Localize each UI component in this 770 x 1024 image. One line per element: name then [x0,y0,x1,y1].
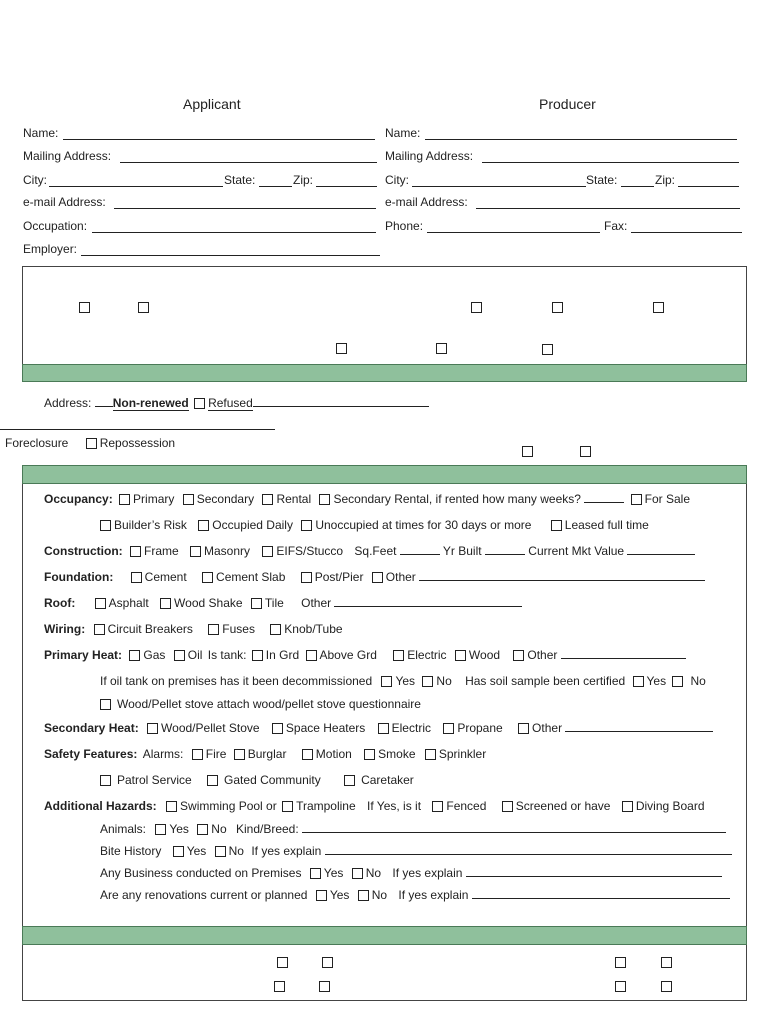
address-label: Address: [44,396,92,410]
producer-city-label: City: [385,173,409,187]
applicant-employer-label: Employer: [23,242,78,256]
trampoline-checkbox[interactable] [282,801,293,812]
secondary-heat-label: Secondary Heat: [44,721,139,735]
bite-explain-label: If yes explain [251,844,322,858]
wood-shake-checkbox[interactable] [160,598,171,609]
is-tank-label: Is tank: [207,648,247,662]
screened-checkbox[interactable] [502,801,513,812]
occupied-daily-checkbox[interactable] [198,520,209,531]
gas-checkbox[interactable] [129,650,140,661]
sec-electric-checkbox[interactable] [378,723,389,734]
alarms-label: Alarms: [142,747,184,761]
fenced-label: Fenced [446,799,487,813]
roof-other-label: Other [301,596,332,610]
masonry-label: Masonry [204,544,251,558]
bite-no-label: No [228,844,244,858]
primary-heat-row [44,648,686,662]
applicant-name-label: Name: [23,126,59,140]
refused-checkbox[interactable] [194,398,205,409]
renovations-explain-label: If yes explain [398,888,469,902]
wood-pellet-checkbox[interactable] [100,699,111,710]
post-pier-checkbox[interactable] [301,572,312,583]
renovations-yes-label: Yes [329,888,350,902]
foreclosure-label: Foreclosure [5,436,69,450]
leased-checkbox[interactable] [551,520,562,531]
kind-label: Kind/Breed: [235,822,299,836]
checkbox[interactable] [552,302,563,313]
propane-label: Propane [457,721,503,735]
construction-row [44,544,695,558]
trampoline-label: Trampoline [296,799,356,813]
bite-yes-label: Yes [186,844,207,858]
fuses-label: Fuses [222,622,255,636]
bite-label: Bite History [100,844,162,858]
animals-yes-label: Yes [169,822,189,836]
roof-other-field[interactable] [334,596,522,607]
secondary-label: Secondary [196,492,255,506]
in-grd-checkbox[interactable] [252,650,263,661]
wood-shake-label: Wood Shake [174,596,243,610]
foundation-other-label: Other [385,570,416,584]
heat-other-label: Other [527,648,558,662]
producer-email-field[interactable] [476,208,740,209]
motion-label: Motion [315,747,352,761]
rental-label: Rental [276,492,312,506]
occupancy-label: Occupancy: [44,492,113,506]
renovations-yes-checkbox[interactable] [316,890,327,901]
unoccupied-checkbox[interactable] [301,520,312,531]
pool-label: Swimming Pool or [180,799,277,813]
frame-label: Frame [144,544,179,558]
secondary-rental-checkbox[interactable] [319,494,330,505]
cement-slab-label: Cement Slab [216,570,286,584]
patrol-checkbox[interactable] [100,775,111,786]
sec-electric-label: Electric [391,721,431,735]
animals-row [100,822,726,836]
pool-checkbox[interactable] [166,801,177,812]
mkt-value-field[interactable] [627,544,695,555]
wiring-label: Wiring: [44,622,86,636]
decommissioned-no-checkbox[interactable] [422,676,433,687]
applicant-occupation-field[interactable] [92,232,376,233]
tile-label: Tile [264,596,284,610]
producer-fax-label: Fax: [604,219,628,233]
applicant-city-label: City: [23,173,47,187]
soil-no-checkbox[interactable] [672,676,683,687]
leased-label: Leased full time [564,518,649,532]
mkt-value-label: Current Mkt Value [528,544,625,558]
checkbox[interactable] [274,981,285,992]
repossession-label: Repossession [99,436,176,450]
burglar-label: Burglar [247,747,287,761]
foreclosure-row [5,436,175,450]
checkbox[interactable] [138,302,149,313]
electric-label: Electric [407,648,447,662]
weeks-field[interactable] [584,492,624,503]
refused-blank[interactable] [253,396,429,407]
producer-fax-field[interactable] [631,232,742,233]
checkbox[interactable] [542,344,553,355]
breakers-checkbox[interactable] [94,624,105,635]
bite-row [100,844,732,858]
producer-heading: Producer [539,96,596,112]
checkbox[interactable] [471,302,482,313]
producer-mailing-label: Mailing Address: [385,149,474,163]
wood-checkbox[interactable] [455,650,466,661]
for-sale-checkbox[interactable] [631,494,642,505]
checkbox[interactable] [79,302,90,313]
sprinkler-label: Sprinkler [438,747,487,761]
sprinkler-checkbox[interactable] [425,749,436,760]
address-row [44,396,429,410]
secondary-rental-label: Secondary Rental, if rented how many weeks? [333,492,581,506]
primary-label: Primary [133,492,175,506]
applicant-employer-field[interactable] [81,255,380,256]
producer-mailing-field[interactable] [482,162,739,163]
oil-tank-row [100,674,706,688]
tile-checkbox[interactable] [251,598,262,609]
section-header-bar [22,926,747,945]
cement-checkbox[interactable] [131,572,142,583]
yr-built-label: Yr Built [442,544,482,558]
builders-risk-checkbox[interactable] [100,520,111,531]
gas-label: Gas [143,648,166,662]
roof-row [44,596,522,610]
checkbox[interactable] [653,302,664,313]
checkbox[interactable] [336,343,347,354]
masonry-checkbox[interactable] [190,546,201,557]
breakers-label: Circuit Breakers [107,622,193,636]
knob-checkbox[interactable] [270,624,281,635]
caretaker-label: Caretaker [361,773,414,787]
renovations-label: Are any renovations current or planned [100,888,308,902]
unoccupied-label: Unoccupied at times for 30 days or more [315,518,532,532]
hazards-label: Additional Hazards: [44,799,157,813]
applicant-zip-label: Zip: [293,173,314,187]
producer-name-field[interactable] [425,139,737,140]
checkbox[interactable] [661,957,672,968]
kind-field[interactable] [302,822,726,833]
renovations-explain-field[interactable] [472,888,730,899]
section-header-bar [22,364,747,382]
secondary-heat-row [44,721,713,735]
knob-label: Knob/Tube [284,622,343,636]
eifs-label: EIFS/Stucco [276,544,344,558]
applicant-city-field[interactable] [49,186,223,187]
primary-heat-label: Primary Heat: [44,648,123,662]
roof-label: Roof: [44,596,76,610]
decommissioned-no-label: No [436,674,452,688]
producer-city-field[interactable] [412,186,586,187]
applicant-email-label: e-mail Address: [23,195,106,209]
applicant-state-field[interactable] [259,186,292,187]
wood-label: Wood [468,648,501,662]
sec-other-label: Other [532,721,563,735]
yr-built-field[interactable] [485,544,525,555]
sqfeet-label: Sq.Feet [354,544,397,558]
foundation-row [44,570,705,584]
gated-label: Gated Community [224,773,321,787]
animals-label: Animals: [100,822,147,836]
checkbox[interactable] [319,981,330,992]
applicant-heading: Applicant [183,96,241,112]
gated-checkbox[interactable] [207,775,218,786]
producer-phone-label: Phone: [385,219,424,233]
producer-state-label: State: [586,173,618,187]
wiring-row [44,622,343,636]
business-explain-field[interactable] [466,866,722,877]
applicant-state-label: State: [224,173,256,187]
checkbox[interactable] [277,957,288,968]
checkbox[interactable] [615,981,626,992]
oil-label: Oil [187,648,203,662]
diving-label: Diving Board [635,799,705,813]
oil-checkbox[interactable] [174,650,185,661]
repossession-checkbox[interactable] [86,438,97,449]
applicant-occupation-label: Occupation: [23,219,88,233]
soil-question: Has soil sample been certified [465,674,626,688]
safety-label: Safety Features: [44,747,138,761]
business-yes-checkbox[interactable] [310,868,321,879]
producer-email-label: e-mail Address: [385,195,468,209]
if-yes-label: If Yes, is it [367,799,422,813]
smoke-label: Smoke [378,747,416,761]
sec-other-checkbox[interactable] [518,723,529,734]
bite-yes-checkbox[interactable] [173,846,184,857]
decommissioned-yes-checkbox[interactable] [381,676,392,687]
animals-no-checkbox[interactable] [197,824,208,835]
construction-label: Construction: [44,544,123,558]
business-row [100,866,722,880]
space-heaters-checkbox[interactable] [272,723,283,734]
fire-label: Fire [205,747,227,761]
cement-label: Cement [144,570,187,584]
occupancy-row [44,492,690,506]
producer-state-field[interactable] [621,186,654,187]
foundation-other-checkbox[interactable] [372,572,383,583]
soil-yes-checkbox[interactable] [633,676,644,687]
blank-line[interactable] [0,429,275,430]
safety-row [44,747,486,761]
space-heaters-label: Space Heaters [285,721,366,735]
business-no-label: No [365,866,382,880]
sec-wood-pellet-checkbox[interactable] [147,723,158,734]
fuses-checkbox[interactable] [208,624,219,635]
address-blank[interactable] [95,396,113,407]
producer-zip-label: Zip: [655,173,676,187]
foundation-label: Foundation: [44,570,114,584]
asphalt-checkbox[interactable] [95,598,106,609]
producer-zip-field[interactable] [678,186,739,187]
bite-no-checkbox[interactable] [215,846,226,857]
propane-checkbox[interactable] [443,723,454,734]
diving-checkbox[interactable] [622,801,633,812]
refused-label: Refused [208,396,253,410]
checkbox[interactable] [580,446,591,457]
checkbox[interactable] [661,981,672,992]
section-header-bar [22,465,747,484]
screened-label: Screened or have [515,799,611,813]
safety-row-2 [100,773,414,787]
applicant-mailing-label: Mailing Address: [23,149,112,163]
soil-yes-label: Yes [646,674,667,688]
fire-checkbox[interactable] [192,749,203,760]
occupancy-row-2 [100,518,649,532]
heat-other-checkbox[interactable] [513,650,524,661]
asphalt-label: Asphalt [108,596,149,610]
soil-no-label: No [690,674,706,688]
renovations-no-checkbox[interactable] [358,890,369,901]
business-yes-label: Yes [323,866,344,880]
hazards-row [44,799,705,813]
bite-explain-field[interactable] [325,844,732,855]
smoke-checkbox[interactable] [364,749,375,760]
sec-wood-pellet-label: Wood/Pellet Stove [161,721,260,735]
animals-yes-checkbox[interactable] [155,824,166,835]
above-grd-checkbox[interactable] [306,650,317,661]
producer-phone-field[interactable] [427,232,600,233]
business-no-checkbox[interactable] [352,868,363,879]
checkbox[interactable] [615,957,626,968]
applicant-name-field[interactable] [63,139,375,140]
wood-pellet-row [100,697,421,711]
for-sale-label: For Sale [644,492,690,506]
renovations-row [100,888,730,902]
caretaker-checkbox[interactable] [344,775,355,786]
sqfeet-field[interactable] [400,544,440,555]
frame-checkbox[interactable] [130,546,141,557]
primary-checkbox[interactable] [119,494,130,505]
oil-tank-question: If oil tank on premises has it been decommissioned [100,674,373,688]
applicant-mailing-field[interactable] [120,162,377,163]
secondary-checkbox[interactable] [183,494,194,505]
decommissioned-yes-label: Yes [395,674,416,688]
producer-name-label: Name: [385,126,421,140]
builders-risk-label: Builder’s Risk [114,518,187,532]
burglar-checkbox[interactable] [234,749,245,760]
applicant-email-field[interactable] [114,208,376,209]
business-label: Any Business conducted on Premises [100,866,302,880]
electric-checkbox[interactable] [393,650,404,661]
business-explain-label: If yes explain [392,866,463,880]
checkbox[interactable] [322,957,333,968]
motion-checkbox[interactable] [302,749,313,760]
cement-slab-checkbox[interactable] [202,572,213,583]
above-grd-label: Above Grd [319,648,377,662]
renovations-no-label: No [371,888,388,902]
heat-other-field[interactable] [561,648,686,659]
checkbox[interactable] [436,343,447,354]
fenced-checkbox[interactable] [432,801,443,812]
post-pier-label: Post/Pier [314,570,364,584]
applicant-zip-field[interactable] [316,186,377,187]
wood-pellet-label: Wood/Pellet stove attach wood/pellet stove questionnaire [117,697,421,711]
occupied-daily-label: Occupied Daily [212,518,293,532]
checkbox[interactable] [522,446,533,457]
eifs-checkbox[interactable] [262,546,273,557]
animals-no-label: No [211,822,227,836]
in-grd-label: In Grd [265,648,300,662]
nonrenewed-label: Non-renewed [112,396,189,410]
sec-other-field[interactable] [565,721,713,732]
patrol-label: Patrol Service [117,773,192,787]
foundation-other-field[interactable] [419,570,705,581]
rental-checkbox[interactable] [262,494,273,505]
